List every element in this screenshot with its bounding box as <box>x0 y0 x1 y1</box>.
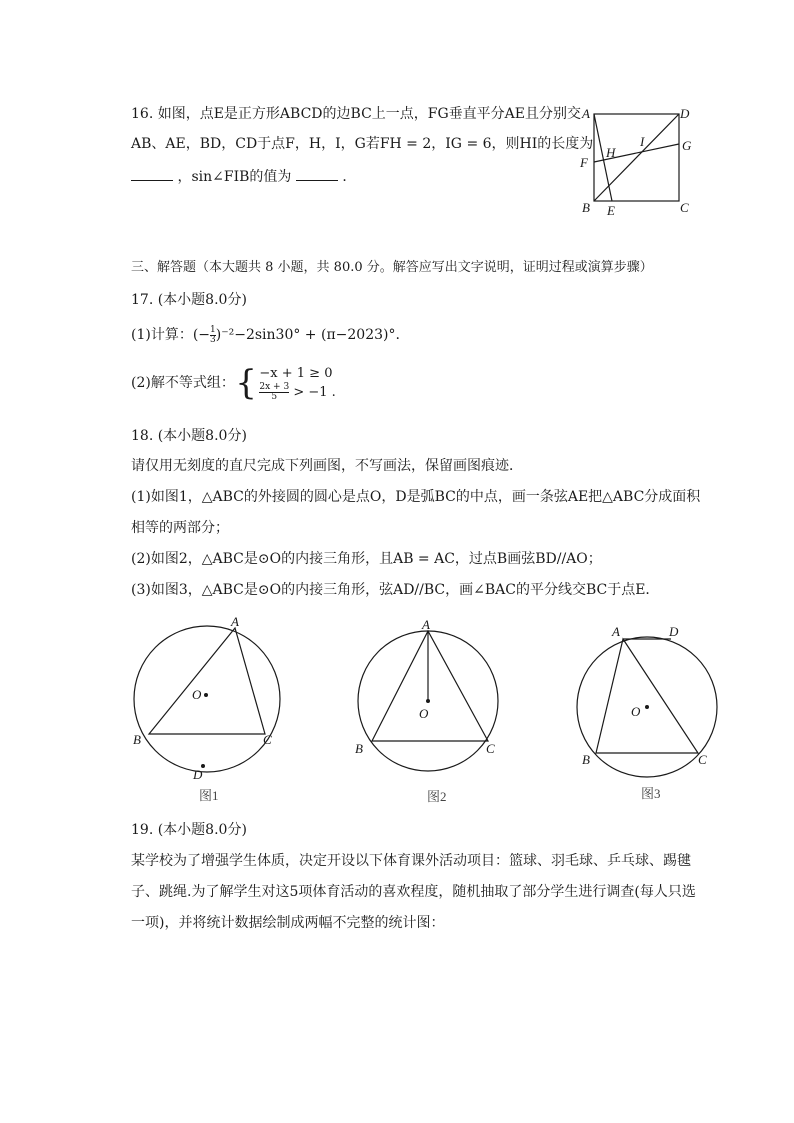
label-f: F <box>580 155 588 170</box>
q19-para-line2: 子、跳绳.为了解学生对这5项体育活动的喜欢程度，随机抽取了部分学生进行调查(每人只选 <box>131 884 696 900</box>
q16-square-figure <box>570 100 700 225</box>
label-c: C <box>263 732 272 747</box>
label-d: D <box>669 624 679 639</box>
circumcircle <box>134 626 280 772</box>
q17-part2-end: . <box>331 384 336 400</box>
label-d: D <box>680 106 690 121</box>
q17-part2-prefix: (2)解不等式组： <box>131 375 235 391</box>
q19-para-line3: 一项)，并将统计数据绘制成两幅不完整的统计图： <box>131 915 445 931</box>
system-brace: { <box>235 363 257 403</box>
q16-line3 <box>131 166 356 187</box>
q18-part2: (2)如图2，△ABC是⊙O的内接三角形，且AB = AC，过点B画弦BD//AO； <box>131 551 602 567</box>
q16-line3-end: ． <box>342 169 357 185</box>
q17-part1-prefix: (1)计算：(− <box>131 327 211 343</box>
triangle-abc <box>596 639 698 753</box>
q16-line2: AB、AE，BD，CD于点F，H，I，G若FH = 2，IG = 6，则HI的长度为 <box>131 136 594 152</box>
label-g: G <box>682 138 692 153</box>
q18-part3: (3)如图3，△ABC是⊙O的内接三角形，弦AD//BC，画∠BAC的平分线交BC于点E． <box>131 582 660 598</box>
q17-part2 <box>131 364 336 408</box>
figure-1 <box>125 612 295 812</box>
q16-line1: 16. 如图，点E是正方形ABCD的边BC上一点，FG垂直平分AE且分别交 <box>131 106 582 122</box>
fraction-den: 3 <box>210 334 216 345</box>
q17-part1 <box>131 322 400 348</box>
q18-head: 18. (本小题8.0分) <box>131 428 247 444</box>
section-heading: 三、解答题（本大题共 8 小题，共 80.0 分。解答应写出文字说明，证明过程或演算步骤） <box>131 260 653 275</box>
fraction-den: 5 <box>259 392 289 402</box>
fraction-num: 1 <box>210 324 216 335</box>
fraction-2x3-5 <box>259 383 289 402</box>
center-o-dot <box>426 699 430 703</box>
label-c: C <box>698 752 707 767</box>
label-a: A <box>231 614 239 629</box>
label-b: B <box>582 752 590 767</box>
label-d: D <box>193 767 203 782</box>
inequality-2 <box>259 383 335 402</box>
q18-part1b: 相等的两部分； <box>131 520 229 536</box>
q19-head: 19. (本小题8.0分) <box>131 822 247 838</box>
figure-2 <box>348 612 518 812</box>
label-o: O <box>631 704 641 719</box>
figure-3-caption: 图3 <box>641 786 661 801</box>
label-o: O <box>192 687 202 702</box>
q16-line3-mid: ，sin∠FIB的值为 <box>177 169 292 185</box>
triangle-abc <box>372 631 488 741</box>
center-o-dot <box>204 693 208 697</box>
label-a: A <box>582 106 590 121</box>
label-o: O <box>419 706 429 721</box>
label-i: I <box>640 134 645 149</box>
label-a: A <box>612 624 620 639</box>
inequality-1: −x + 1 ≥ 0 <box>259 365 333 381</box>
q17-part1-rest: )⁻²−2sin30° + (π−2023)°. <box>215 327 400 343</box>
label-c: C <box>486 741 495 756</box>
q18-part1a: (1)如图1，△ABC的外接圆的圆心是点O，D是弧BC的中点，画一条弦AE把△ABC分成面积 <box>131 489 701 505</box>
q18-intro: 请仅用无刻度的直尺完成下列画图，不写画法，保留画图痕迹． <box>131 458 523 474</box>
figure-2-caption: 图2 <box>427 789 447 804</box>
label-b: B <box>355 741 363 756</box>
label-e: E <box>607 203 615 218</box>
label-a: A <box>422 617 430 632</box>
label-b: B <box>582 200 590 215</box>
inequality-system <box>259 365 335 402</box>
fraction-num: 2x + 3 <box>259 381 290 392</box>
label-c: C <box>680 200 689 215</box>
triangle-abc <box>149 628 265 734</box>
label-h: H <box>606 145 616 160</box>
answer-blank-1 <box>131 166 173 181</box>
figure-3 <box>565 612 735 812</box>
label-b: B <box>133 732 141 747</box>
q17-head: 17. (本小题8.0分) <box>131 292 247 308</box>
inequality-2-rest: > −1 <box>293 384 328 400</box>
answer-blank-2 <box>296 166 338 181</box>
q19-para-line1: 某学校为了增强学生体质，决定开设以下体育课外活动项目：篮球、羽毛球、乒乓球、踢毽 <box>131 853 691 869</box>
center-o-dot <box>645 705 649 709</box>
figure-1-caption: 图1 <box>199 788 219 803</box>
